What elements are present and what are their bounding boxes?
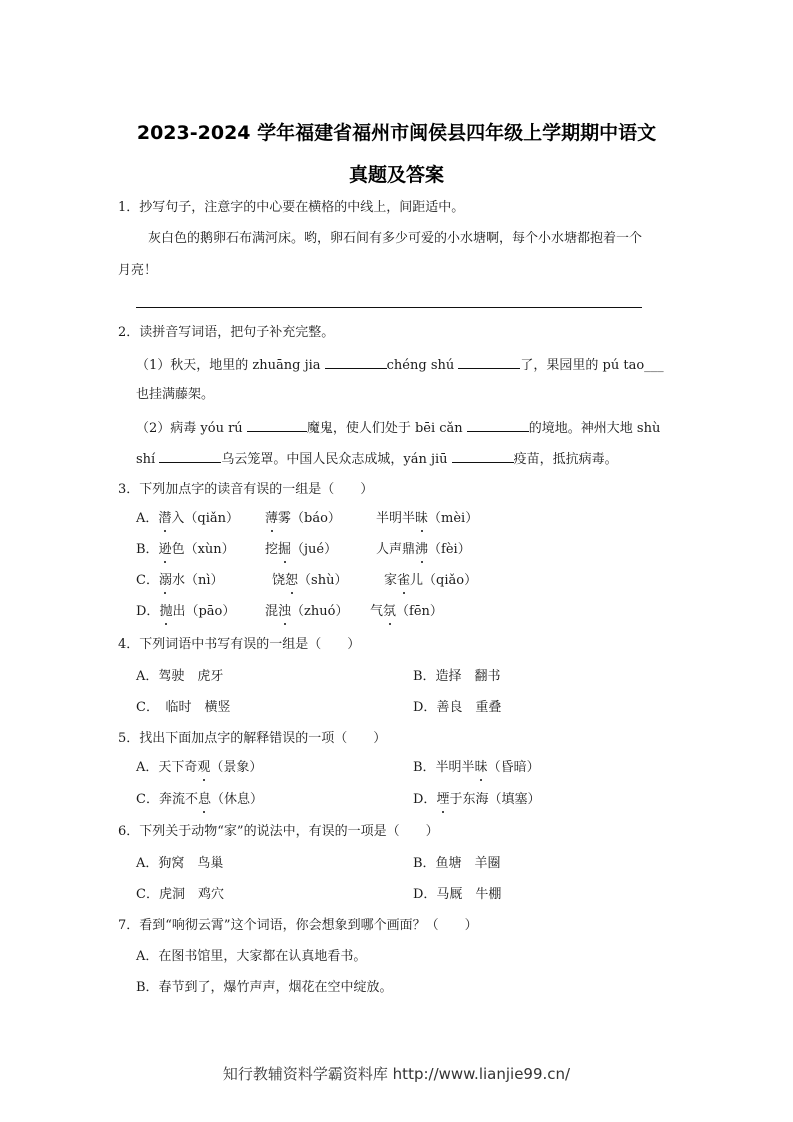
word-part: 入（qiǎn） xyxy=(171,511,240,526)
question-6-option-d: D．马厩 牛棚 xyxy=(413,887,502,902)
footer-watermark: 知行教辅资料学霸资料库 http://www.lianjie99.cn/ xyxy=(222,1065,571,1083)
question-2-sentence-2-cont xyxy=(136,450,618,469)
word-part: 出（pāo） xyxy=(172,604,236,619)
question-7-stem: 7．看到“响彻云霄”这个词语，你会想象到哪个画面？（ ） xyxy=(118,918,478,933)
question-5-stem: 5．找出下面加点字的解释错误的一项（ ） xyxy=(118,731,387,746)
answer-blank[interactable] xyxy=(467,419,529,432)
document-title-line-2: 真题及答案 xyxy=(348,164,444,186)
word-part: 儿（qiǎo） xyxy=(410,573,478,588)
option-text: 于东海（填塞） xyxy=(449,792,541,807)
question-4-option-c: C． 临时 横竖 xyxy=(136,700,231,715)
question-4-option-a: A．驾驶 虎牙 xyxy=(136,669,224,684)
question-2-s2-part-e: 乌云笼罩。中国人民众志成城，yán jiū xyxy=(221,452,452,467)
dotted-char: 逊 xyxy=(158,542,172,557)
question-4-option-d: D．善良 重叠 xyxy=(413,700,502,715)
option-text: B．半明半 xyxy=(413,760,475,775)
document-title-line-1: 2023-2024 学年福建省福州市闽侯县四年级上学期期中语文 xyxy=(136,122,657,144)
word-part: 混 xyxy=(265,604,279,619)
answer-blank[interactable] xyxy=(452,450,514,463)
word-part: 家 xyxy=(384,573,398,588)
question-1-text-line-2: 月亮！ xyxy=(118,263,158,278)
question-6-option-c: C．虎洞 鸡穴 xyxy=(136,887,224,902)
question-3-stem: 3．下列加点字的读音有误的一组是（ ） xyxy=(118,482,374,497)
option-label: C． xyxy=(136,573,159,588)
word-part: （fèi） xyxy=(428,542,471,557)
question-2-s1-part-a: （1）秋天，地里的 zhuāng jia xyxy=(136,358,325,373)
option-text: （昏暗） xyxy=(487,760,540,775)
question-1-stem: 1．抄写句子，注意字的中心要在横格的中线上，间距适中。 xyxy=(118,200,465,215)
question-7-option-a: A．在图书馆里，大家都在认真地看书。 xyxy=(136,949,367,964)
question-2-s2-part-c: 的境地。神州大地 shù xyxy=(528,421,661,436)
question-5-option-a xyxy=(136,759,262,777)
question-5-option-b xyxy=(413,759,540,777)
dotted-char: 溺 xyxy=(158,573,172,588)
question-2-s2-part-b: 魔鬼，使人们处于 bēi cǎn xyxy=(306,421,467,436)
question-2-sentence-1 xyxy=(136,356,664,375)
word-part: （zhuó） xyxy=(291,604,349,619)
dotted-char: 观 xyxy=(197,760,211,775)
writing-line xyxy=(136,307,642,308)
answer-blank[interactable] xyxy=(159,450,221,463)
question-3-option-d-word-2 xyxy=(265,603,348,621)
question-6-option-b: B．鱼塘 羊圈 xyxy=(413,856,501,871)
word-part: 水（nì） xyxy=(171,573,224,588)
question-4-stem: 4．下列词语中书写有误的一组是（ ） xyxy=(118,637,361,652)
word-part: 挖 xyxy=(265,542,279,557)
dotted-char: 恕 xyxy=(285,573,299,588)
option-text: C．奔流不 xyxy=(136,792,198,807)
dotted-char: 沸 xyxy=(415,542,429,557)
option-text: （景象） xyxy=(210,760,263,775)
question-3-option-d xyxy=(136,603,235,621)
option-text: D． xyxy=(413,792,437,807)
dotted-char: 雀 xyxy=(397,573,411,588)
dotted-char: 浊 xyxy=(278,604,292,619)
question-3-option-b-word-2 xyxy=(265,541,337,559)
question-3-option-c-word-3 xyxy=(384,572,477,590)
word-part: 半明半 xyxy=(376,511,416,526)
option-label: B． xyxy=(136,542,159,557)
question-5-option-d xyxy=(413,791,540,809)
word-part: （mèi） xyxy=(428,511,479,526)
question-2-sentence-1-cont: 也挂满藤架。 xyxy=(136,387,215,402)
option-text: （休息） xyxy=(210,792,263,807)
question-3-option-a-word-2 xyxy=(265,510,341,528)
word-part: 饶 xyxy=(272,573,286,588)
question-3-option-a-word-3 xyxy=(376,510,478,528)
question-2-sentence-2 xyxy=(136,419,660,438)
question-5-option-c xyxy=(136,791,263,809)
dotted-char: 薄 xyxy=(265,511,279,526)
option-text: A．天下奇 xyxy=(136,760,198,775)
word-part: 雾（báo） xyxy=(278,511,341,526)
question-2-s2-part-d: shí xyxy=(136,452,160,467)
dotted-char: 堙 xyxy=(436,792,450,807)
word-part: （shù） xyxy=(298,573,348,588)
word-part: 色（xùn） xyxy=(171,542,235,557)
answer-blank[interactable] xyxy=(247,419,307,432)
answer-blank[interactable] xyxy=(325,356,387,369)
dotted-char: 昧 xyxy=(415,511,429,526)
option-label: D． xyxy=(136,604,160,619)
question-3-option-b xyxy=(136,541,235,559)
question-2-s2-part-f: 疫苗，抵抗病毒。 xyxy=(513,452,618,467)
question-3-option-d-word-3 xyxy=(370,603,443,621)
dotted-char: 潜 xyxy=(158,511,172,526)
dotted-char: 息 xyxy=(197,792,211,807)
question-3-option-a xyxy=(136,510,239,528)
question-7-option-b: B．春节到了，爆竹声声，烟花在空中绽放。 xyxy=(136,980,393,995)
question-2-stem: 2．读拼音写词语，把句子补充完整。 xyxy=(118,325,335,340)
answer-blank[interactable] xyxy=(458,356,520,369)
dotted-char: 氛 xyxy=(383,604,397,619)
question-2-s2-part-a: （2）病毒 yóu rú xyxy=(136,421,247,436)
word-part: 人声鼎 xyxy=(376,542,416,557)
question-2-s1-part-b: chéng shú xyxy=(386,358,459,373)
dotted-char: 抛 xyxy=(159,604,173,619)
question-4-option-b: B．造择 翻书 xyxy=(413,669,501,684)
question-2-s1-part-c: 了，果园里的 pú tao___ xyxy=(520,358,664,373)
dotted-char: 昧 xyxy=(474,760,488,775)
word-part: （jué） xyxy=(291,542,338,557)
question-6-option-a: A．狗窝 鸟巢 xyxy=(136,856,224,871)
dotted-char: 掘 xyxy=(278,542,292,557)
question-1-text-line-1: 灰白色的鹅卵石布满河床。哟，卵石间有多少可爱的小水塘啊，每个小水塘都抱着一个 xyxy=(148,231,643,246)
question-3-option-c xyxy=(136,572,224,590)
word-part: 气 xyxy=(370,604,384,619)
question-6-stem: 6．下列关于动物“家”的说法中，有误的一项是（ ） xyxy=(118,824,439,839)
question-3-option-c-word-2 xyxy=(272,572,347,590)
option-label: A． xyxy=(136,511,159,526)
question-3-option-b-word-3 xyxy=(376,541,471,559)
word-part: （fēn） xyxy=(396,604,443,619)
